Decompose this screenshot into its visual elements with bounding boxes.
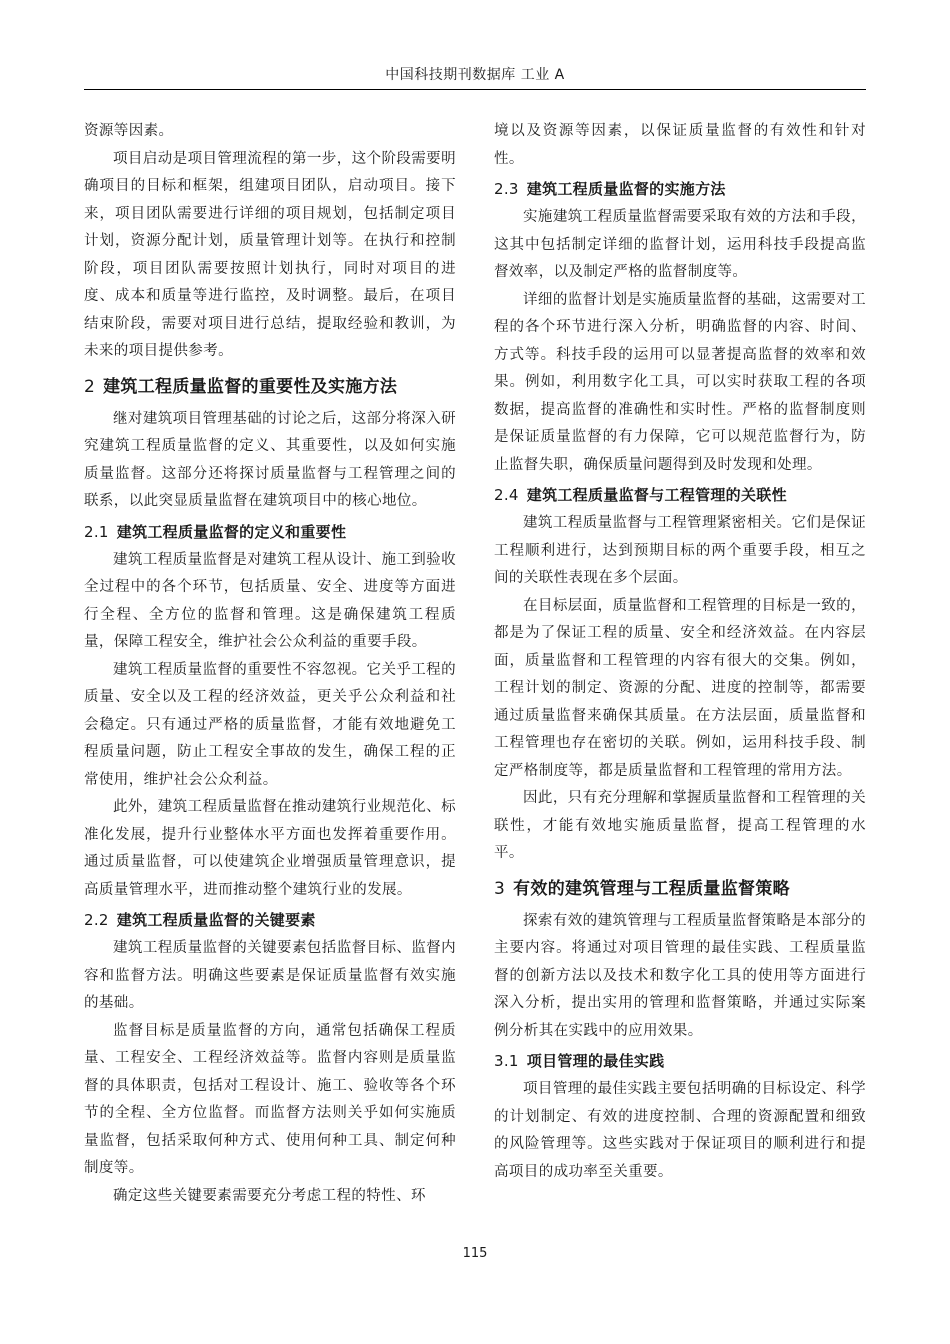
subsection-heading-2-4 bbox=[494, 483, 866, 508]
subsection-heading-2-1 bbox=[84, 520, 456, 545]
section-heading-2 bbox=[84, 374, 456, 400]
subsection-title: 建筑工程质量监督与工程管理的关联性 bbox=[526, 486, 787, 504]
subsection-heading-2-2 bbox=[84, 908, 456, 933]
subsection-heading-2-3 bbox=[494, 177, 866, 202]
subsection-heading-3-1 bbox=[494, 1049, 866, 1074]
page-number: 115 bbox=[462, 1246, 488, 1261]
paragraph: 此外，建筑工程质量监督在推动建筑行业规范化、标准化发展，提升行业整体水平方面也发挥着重要作用。通过质量监督，可以使建筑企业增强质量管理意识，提高质量管理水平，进而推动整个建筑行业的发展。 bbox=[84, 799, 456, 898]
paragraph: 建筑工程质量监督与工程管理紧密相关。它们是保证工程顺利进行，达到预期目标的两个重要手段，相互之间的关联性表现在多个层面。 bbox=[494, 515, 866, 586]
subsection-title: 建筑工程质量监督的实施方法 bbox=[526, 180, 726, 198]
section-title: 有效的建筑管理与工程质量监督策略 bbox=[513, 878, 790, 899]
running-header: 中国科技期刊数据库 工业 A bbox=[385, 67, 565, 83]
subsection-number: 3.1 bbox=[494, 1052, 519, 1070]
left-column bbox=[84, 118, 456, 1210]
section-title: 建筑工程质量监督的重要性及实施方法 bbox=[103, 376, 398, 397]
paragraph: 监督目标是质量监督的方向，通常包括确保工程质量、工程安全、工程经济效益等。监督内容则是质量监督的具体职责，包括对工程设计、施工、验收等各个环节的全程、全方位监督。而监督方法则关乎如何实施质量监督，包括采取何种方式、使用何种工具、制定何种制度等。 bbox=[84, 1022, 456, 1176]
section-heading-3 bbox=[494, 876, 866, 902]
header-rule bbox=[84, 89, 866, 90]
paragraph: 项目启动是项目管理流程的第一步，这个阶段需要明确项目的目标和框架，组建项目团队，启动项目。接下来，项目团队需要进行详细的项目规划，包括制定项目计划，资源分配计划，质量管理计划等。在执行和控制阶段，项目团队需要按照计划执行，同时对项目的进度、成本和质量等进行监控，及时调整。最后，在项目结束阶段，需要对项目进行总结，提取经验和教训，为未来的项目提供参考。 bbox=[84, 150, 456, 359]
paragraph: 确定这些关键要素需要充分考虑工程的特性、环 bbox=[113, 1187, 426, 1204]
paragraph: 实施建筑工程质量监督需要采取有效的方法和手段，这其中包括制定详细的监督计划，运用科技手段提高监督效率，以及制定严格的监督制度等。 bbox=[494, 209, 866, 280]
subsection-number: 2.3 bbox=[494, 180, 519, 198]
paragraph: 详细的监督计划是实施质量监督的基础，这需要对工程的各个环节进行深入分析，明确监督的内容、时间、方式等。科技手段的运用可以显著提高监督的效率和效果。例如，利用数字化工具，可以实时获取工程的各项数据，提高监督的准确性和实时性。严格的监督制度则是保证质量监督的有力保障，它可以规范监督行为，防止监督失职，确保质量问题得到及时发现和处理。 bbox=[494, 291, 866, 473]
subsection-title: 项目管理的最佳实践 bbox=[526, 1052, 665, 1070]
paragraph: 继对建筑项目管理基础的讨论之后，这部分将深入研究建筑工程质量监督的定义、其重要性，以及如何实施质量监督。这部分还将探讨质量监督与工程管理之间的联系，以此突显质量监督在建筑项目中的核心地位。 bbox=[84, 410, 456, 509]
paragraph: 资源等因素。 bbox=[84, 123, 174, 139]
paragraph: 在目标层面，质量监督和工程管理的目标是一致的，都是为了保证工程的质量、安全和经济效益。在内容层面，质量监督和工程管理的内容有很大的交集。例如，工程计划的制定、资源的分配、进度的控制等，都需要通过质量监督来确保其质量。在方法层面，质量监督和工程管理也存在密切的关联。例如，运用科技手段、制定严格制度等，都是质量监督和工程管理的常用方法。 bbox=[494, 597, 866, 779]
right-column bbox=[494, 118, 866, 1186]
paragraph: 建筑工程质量监督的关键要素包括监督目标、监督内容和监督方法。明确这些要素是保证质量监督有效实施的基础。 bbox=[84, 940, 456, 1011]
paragraph: 建筑工程质量监督是对建筑工程从设计、施工到验收全过程中的各个环节，包括质量、安全、进度等方面进行全程、全方位的监督和管理。这是确保建筑工程质量，保障工程安全，维护社会公众利益的重要手段。 bbox=[84, 551, 456, 650]
paragraph: 因此，只有充分理解和掌握质量监督和工程管理的关联性，才能有效地实施质量监督，提高工程管理的水平。 bbox=[494, 790, 866, 861]
subsection-title: 建筑工程质量监督的定义和重要性 bbox=[116, 522, 347, 541]
subsection-title: 建筑工程质量监督的关键要素 bbox=[116, 911, 316, 929]
section-number: 3 bbox=[494, 878, 506, 899]
subsection-number: 2.2 bbox=[84, 911, 109, 929]
paragraph: 探索有效的建筑管理与工程质量监督策略是本部分的主要内容。将通过对项目管理的最佳实践、工程质量监督的创新方法以及技术和数字化工具的使用等方面进行深入分析，提出实用的管理和监督策略，并通过实际案例分析其在实践中的应用效果。 bbox=[494, 912, 866, 1039]
subsection-number: 2.1 bbox=[84, 522, 109, 541]
paragraph: 项目管理的最佳实践主要包括明确的目标设定、科学的计划制定、有效的进度控制、合理的资源配置和细致的风险管理等。这些实践对于保证项目的顺利进行和提高项目的成功率至关重要。 bbox=[494, 1081, 866, 1180]
subsection-number: 2.4 bbox=[494, 486, 519, 504]
paragraph: 建筑工程质量监督的重要性不容忽视。它关乎工程的质量、安全以及工程的经济效益，更关乎公众利益和社会稳定。只有通过严格的质量监督，才能有效地避免工程质量问题，防止工程安全事故的发生，确保工程的正常使用，维护社会公众利益。 bbox=[84, 661, 456, 788]
section-number: 2 bbox=[84, 376, 96, 397]
paragraph: 境以及资源等因素，以保证质量监督的有效性和针对性。 bbox=[494, 123, 866, 167]
